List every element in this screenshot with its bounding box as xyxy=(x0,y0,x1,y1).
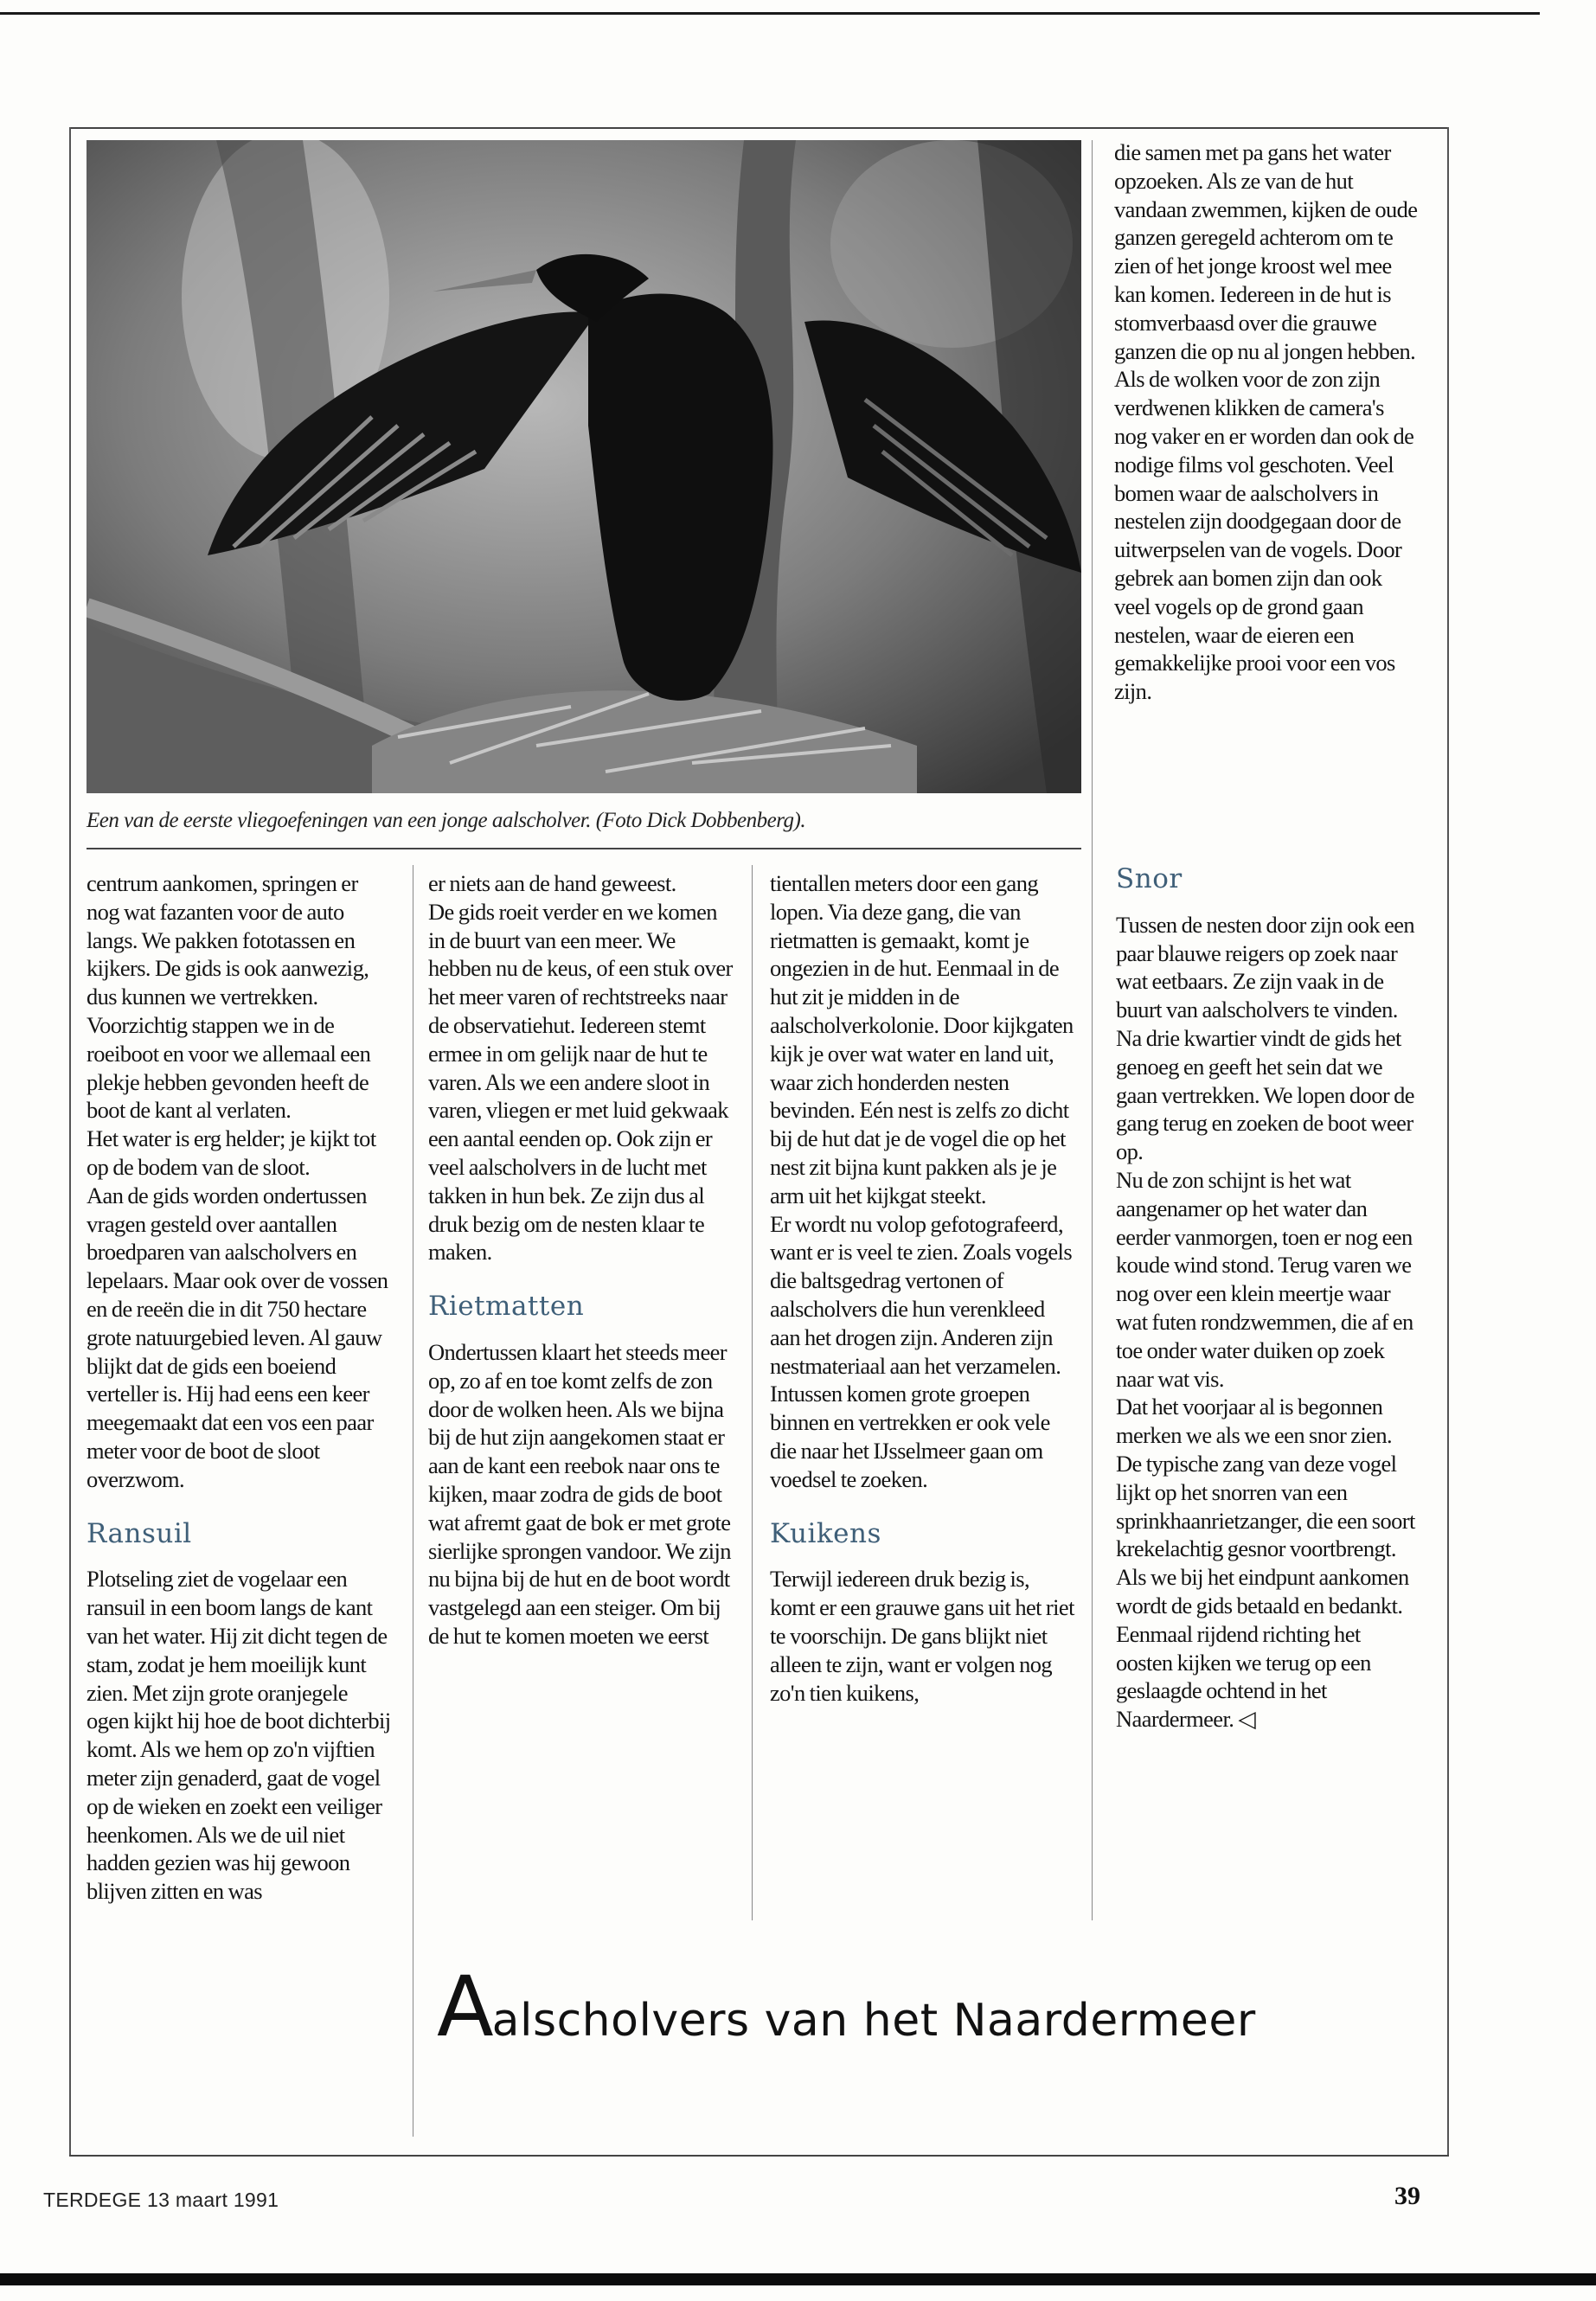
paragraph: Als de wolken voor de zon zijn verdwenen klikken de camera's nog vaker en er worden dan ook de nodige films vol geschoten. Veel bomen waar de aalscholvers in nestelen zijn doodgegaan door de uitwerpselen van de vogels. Door gebrek aan bomen zijn dan ook veel vogels op de grond gaan nestelen, waar de eieren een gemakkelijke prooi voor een vos zijn. xyxy=(1114,366,1414,705)
column-4 xyxy=(1116,839,1420,1734)
paragraph: Het water is erg helder; je kijkt tot op de bodem van de sloot. xyxy=(87,1125,376,1180)
column-3 xyxy=(770,869,1074,1707)
paragraph: Aan de gids worden ondertussen vragen gesteld over aantallen broedparen van aalscholvers en lepelaars. Maar ook over de vossen en de reeën die in dit 750 hectare grote natuurgebied leven. Al gauw blijkt dat de gids een boeiend verteller is. Hij had eens een keer meegemaakt dat een vos een paar meter voor de boot de sloot overzwom. xyxy=(87,1182,388,1492)
caption-rule xyxy=(87,848,1081,849)
cormorant-illustration xyxy=(87,140,1081,793)
paragraph: Nu de zon schijnt is het wat aangenamer op het water dan eerder vanmorgen, toen er nog een koude wind stond. Terug varen we nog over een klein meertje waar wat futen rondzwemmen, die af en toe onder water duiken op zoek naar wat vis. xyxy=(1116,1166,1413,1392)
paragraph: die samen met pa gans het water opzoeken. Als ze van de hut vandaan zwemmen, kijken de oude ganzen geregeld achterom om te zien of het jonge kroost wel mee kan komen. Iedereen in de hut is stomverbaasd over die grauwe ganzen die op nu al jongen hebben. xyxy=(1114,139,1418,364)
column-rule-2 xyxy=(752,865,753,1920)
section-heading: Kuikens xyxy=(770,1517,881,1549)
paragraph: tientallen meters door een gang lopen. Via deze gang, die van rietmatten is gemaakt, komt je ongezien in de hut. Eenmaal in de hut zit je midden in de aalscholverkolonie. Door kijkgaten kijk je over wat water en land uit, waar zich honderden nesten bevinden. Eén nest is zelfs zo dicht bij de hut dat je de vogel die op het nest zit bijna kunt pakken als je je arm uit het kijkgat steekt. xyxy=(770,870,1074,1208)
paragraph: De gids roeit verder en we komen in de buurt van een meer. We hebben nu de keus, of een stuk over het meer varen of rechtstreeks naar de observatiehut. Iedereen stemt ermee in om gelijk naar de hut te varen. Als we een andere sloot in varen, vliegen er met luid gekwaak een aantal eenden op. Ook zijn er veel aalscholvers in de lucht met takken in hun bek. Ze zijn dus al druk bezig om de nesten klaar te maken. xyxy=(428,898,733,1266)
section-heading: Snor xyxy=(1116,863,1183,894)
page-frame-top xyxy=(69,127,1449,129)
cormorant-photo xyxy=(87,140,1081,793)
section-heading: Ransuil xyxy=(87,1517,192,1549)
headline-rest: alscholvers van het Naardermeer xyxy=(491,1995,1256,2047)
bottom-rule xyxy=(0,2273,1596,2285)
column-right-top xyxy=(1114,138,1419,706)
top-rule xyxy=(0,12,1540,15)
page-number: 39 xyxy=(1394,2182,1420,2210)
column-rule-3 xyxy=(1092,140,1093,1920)
magazine-footer: TERDEGE 13 maart 1991 xyxy=(43,2189,279,2211)
paragraph: Terwijl iedereen druk bezig is, komt er een grauwe gans uit het riet te voorschijn. De gans blijkt niet alleen te zijn, want er volgen nog zo'n tien kuikens, xyxy=(770,1566,1074,1706)
paragraph: Plotseling ziet de vogelaar een ransuil in een boom langs de kant van het water. Hij zit dicht tegen de stam, zodat je hem moeilijk kunt zien. Met zijn grote oranjegele ogen kijkt hij hoe de boot dichterbij komt. Als we hem op zo'n vijftien meter zijn genaderd, gaat de vogel op de wieken en zoekt een veiliger heenkomen. Als we de uil niet hadden gezien was hij gewoon blijven zitten en was xyxy=(87,1566,391,1905)
paragraph: Dat het voorjaar al is begonnen merken we als we een snor zien. De typische zang van deze vogel lijkt op het snorren van een sprinkhaanrietzanger, die een soort krekelachtig gesnor voortbrengt. Als we bij het eindpunt aankomen wordt de gids betaald en bedankt. Eenmaal rijdend richting het oosten kijken we terug op een geslaagde ochtend in het Naardermeer. ◁ xyxy=(1116,1394,1415,1733)
section-heading: Rietmatten xyxy=(428,1291,585,1323)
page-frame-right xyxy=(1447,127,1449,2156)
photo-caption: Een van de eerste vliegoefeningen van een jonge aalscholver. (Foto Dick Dobbenberg). xyxy=(87,809,806,832)
page-frame-bottom xyxy=(69,2155,1449,2157)
paragraph: Ondertussen klaart het steeds meer op, zo af en toe komt zelfs de zon door de wolken heen. Als we bijna bij de hut zijn aangekomen staat er aan de kant een reebok naar ons te kijken, maar zodra de gids de boot wat afremt gaat de bok er met grote sierlijke sprongen vandoor. We zijn nu bijna bij de hut en de boot wordt vastgelegd aan een steiger. Om bij de hut te komen moeten we eerst xyxy=(428,1338,731,1649)
column-1 xyxy=(87,869,391,1906)
paragraph: centrum aankomen, springen er nog wat fazanten voor de auto langs. We pakken fototassen en kijkers. De gids is ook aanwezig, dus kunnen we vertrekken. Voorzichtig stappen we in de roeiboot en voor we allemaal een plekje hebben gevonden heeft de boot de kant al verlaten. xyxy=(87,870,371,1124)
paragraph: Er wordt nu volop gefotografeerd, want er is veel te zien. Zoals vogels die baltsgedrag vertonen of aalscholvers die hun verenkleed aan het drogen zijn. Anderen zijn nestmateriaal aan het verzamelen. Intussen komen grote groepen binnen en vertrekken er ook vele die naar het IJsselmeer gaan om voedsel te zoeken. xyxy=(770,1210,1073,1492)
paragraph: er niets aan de hand geweest. xyxy=(428,870,676,896)
paragraph: Tussen de nesten door zijn ook een paar blauwe reigers op zoek naar wat eetbaars. Ze zijn vaak in de buurt van aalscholvers te vinden. Na drie kwartier vindt de gids het genoeg en geeft het sein dat we gaan vertrekken. We lopen door de gang terug en zoeken de boot weer op. xyxy=(1116,911,1415,1165)
headline-initial: A xyxy=(437,1958,492,2055)
column-2 xyxy=(428,869,733,1650)
article-headline xyxy=(437,1958,1440,2055)
page-frame-left xyxy=(69,127,71,2156)
